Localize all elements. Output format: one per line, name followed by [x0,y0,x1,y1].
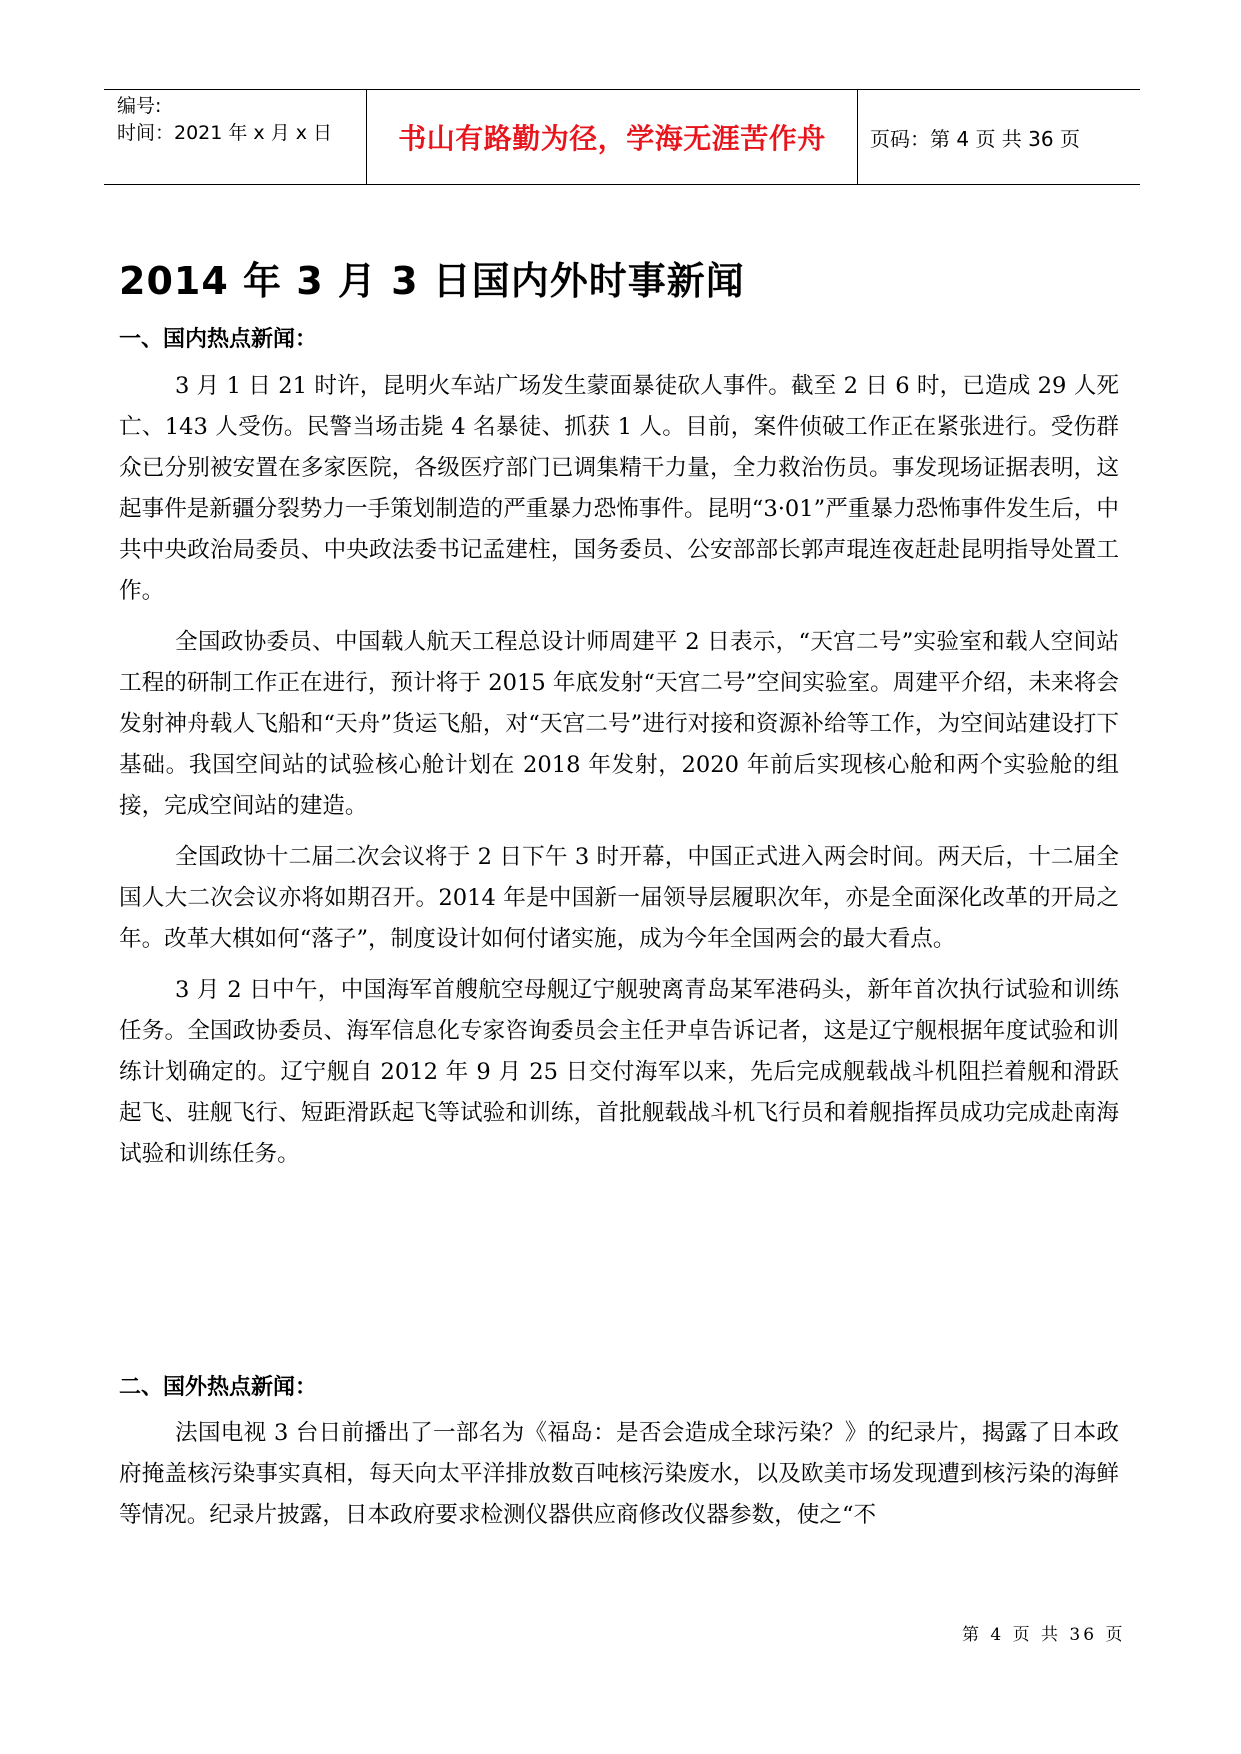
header-meta [104,90,367,184]
paragraph: 全国政协委员、中国载人航天工程总设计师周建平 2 日表示，“天宫二号”实验室和载人空间站工程的研制工作正在进行，预计将于 2015 年底发射“天宫二号”空间实验室。周建平介绍，未来将会发射神舟载人飞船和“天舟”货运飞船，对“天宫二号”进行对接和资源补给等工作，为空间站建设打下基础。我国空间站的试验核心舱计划在 2018 年发射，2020 年前后实现核心舱和两个实验舱的组接，完成空间站的建造。 [119,629,1119,819]
page-header [104,89,1140,185]
paragraph: 3 月 2 日中午，中国海军首艘航空母舰辽宁舰驶离青岛某军港码头，新年首次执行试验和训练任务。全国政协委员、海军信息化专家咨询委员会主任尹卓告诉记者，这是辽宁舰根据年度试验和训练计划确定的。辽宁舰自 2012 年 9 月 25 日交付海军以来，先后完成舰载战斗机阻拦着舰和滑跃起飞、驻舰飞行、短距滑跃起飞等试验和训练，首批舰载战斗机飞行员和着舰指挥员成功完成赴南海试验和训练任务。 [119,977,1119,1167]
section-body-international [119,1413,1119,1536]
document-time: 时间：2021 年 x 月 x 日 [117,122,333,144]
header-page-info: 页码：第 4 页 共 36 页 [870,126,1080,151]
paragraph: 全国政协十二届二次会议将于 2 日下午 3 时开幕，中国正式进入两会时间。两天后，十二届全国人大二次会议亦将如期召开。2014 年是中国新一届领导层履职次年，亦是全面深化改革的开局之年。改革大棋如何“落子”，制度设计如何付诸实施，成为今年全国两会的最大看点。 [119,844,1119,952]
section-heading-international: 二、国外热点新闻： [119,1375,318,1400]
section-body-domestic [119,366,1119,1175]
paragraph: 3 月 1 日 21 时许，昆明火车站广场发生蒙面暴徒砍人事件。截至 2 日 6 时，已造成 29 人死亡、143 人受伤。民警当场击毙 4 名暴徒、抓获 1 人。目前，案件侦破工作正在紧张进行。受伤群众已分别被安置在多家医院，各级医疗部门已调集精干力量，全力救治伤员。事发现场证据表明，这起事件是新疆分裂势力一手策划制造的严重暴力恐怖事件。昆明“3·01”严重暴力恐怖事件发生后，中共中央政治局委员、中央政法委书记孟建柱，国务委员、公安部部长郭声琨连夜赶赴昆明指导处置工作。 [119,373,1119,604]
document-number: 编号: [117,95,162,117]
section-heading-domestic: 一、国内热点新闻： [119,327,318,352]
document-title: 2014 年 3 月 3 日国内外时事新闻 [119,259,745,303]
paragraph: 法国电视 3 台日前播出了一部名为《福岛：是否会造成全球污染？》的纪录片，揭露了日本政府掩盖核污染事实真相，每天向太平洋排放数百吨核污染废水，以及欧美市场发现遭到核污染的海鲜等情况。纪录片披露，日本政府要求检测仪器供应商修改仪器参数，使之“不 [119,1420,1119,1528]
header-motto: 书山有路勤为径，学海无涯苦作舟 [367,90,858,184]
page-footer: 第 4 页 共 36 页 [962,1625,1126,1645]
